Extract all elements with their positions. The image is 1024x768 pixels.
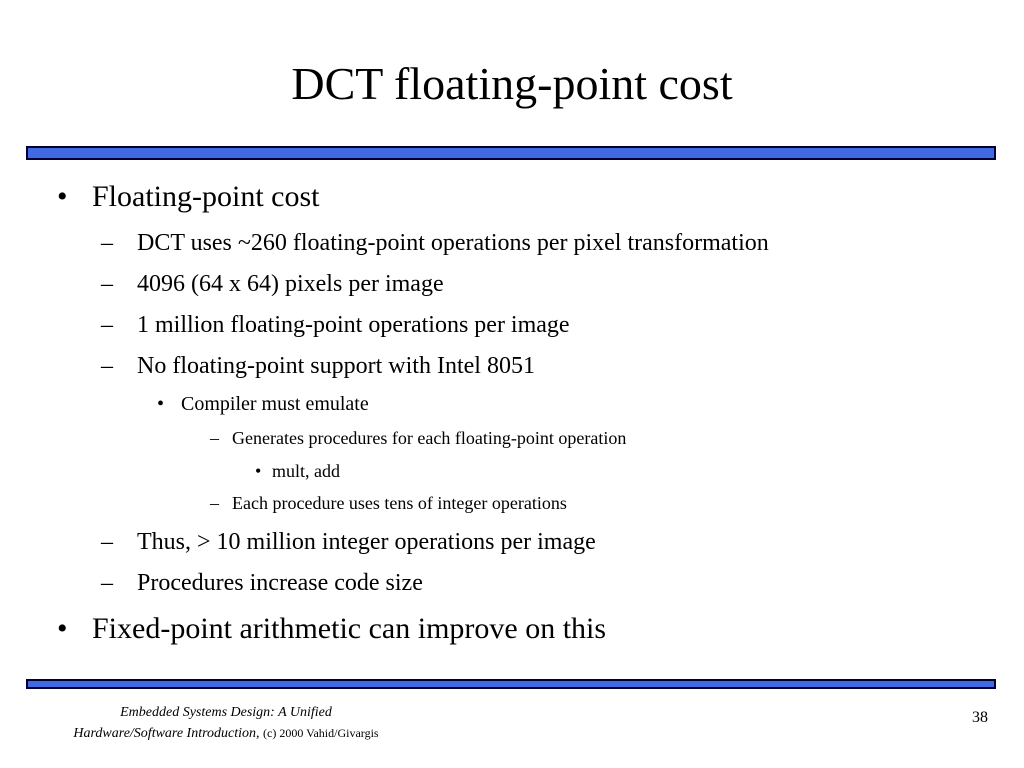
bullet-level2 [101, 352, 535, 380]
bullet-text: Floating-point cost [92, 180, 320, 213]
bullet-level2 [101, 229, 769, 257]
bullet-level2 [101, 528, 596, 556]
footer-line2 [36, 723, 416, 744]
dash-marker: – [101, 271, 113, 297]
bullet-level1 [57, 180, 320, 214]
top-divider-bar [26, 146, 996, 160]
page-number: 38 [972, 709, 988, 726]
dash-marker: – [101, 529, 113, 555]
footer-book-title-line2: Hardware/Software Introduction, [73, 726, 260, 741]
bullet-level4 [210, 427, 626, 449]
bullet-text: 4096 (64 x 64) pixels per image [137, 271, 444, 297]
bullet-marker: • [57, 612, 68, 645]
bullet-text: Generates procedures for each floating-point operation [232, 428, 627, 448]
bullet-level2 [101, 569, 423, 597]
bullet-text: mult, add [272, 461, 340, 481]
bullet-level2 [101, 270, 444, 298]
bullet-text: Thus, > 10 million integer operations per image [137, 529, 596, 555]
footer-copyright: (c) 2000 Vahid/Givargis [263, 726, 379, 740]
dash-marker: – [210, 493, 219, 513]
dash-marker: – [101, 353, 113, 379]
bullet-marker: • [255, 461, 262, 481]
dash-marker: – [101, 230, 113, 256]
bullet-level3 [157, 392, 369, 416]
bullet-marker: • [157, 393, 165, 415]
bullet-text: Procedures increase code size [137, 570, 423, 596]
footer-book-title-line1: Embedded Systems Design: A Unified [120, 705, 332, 720]
bullet-level4 [210, 492, 567, 514]
bullet-text: Each procedure uses tens of integer operations [232, 493, 567, 513]
bullet-level5 [255, 460, 340, 482]
dash-marker: – [101, 570, 113, 596]
bullet-level1 [57, 612, 606, 646]
bullet-text: DCT uses ~260 floating-point operations per pixel transformation [137, 230, 769, 256]
slide-title: DCT floating-point cost [291, 58, 733, 109]
dash-marker: – [101, 312, 113, 338]
bullet-text: 1 million floating-point operations per image [137, 312, 570, 338]
bullet-marker: • [57, 180, 68, 213]
bullet-text: Compiler must emulate [181, 393, 369, 415]
bottom-divider-bar [26, 679, 996, 689]
bullet-level2 [101, 311, 570, 339]
dash-marker: – [210, 428, 219, 448]
bullet-text: No floating-point support with Intel 8051 [137, 353, 535, 379]
footer-citation [36, 703, 416, 744]
bullet-text: Fixed-point arithmetic can improve on this [92, 612, 607, 645]
